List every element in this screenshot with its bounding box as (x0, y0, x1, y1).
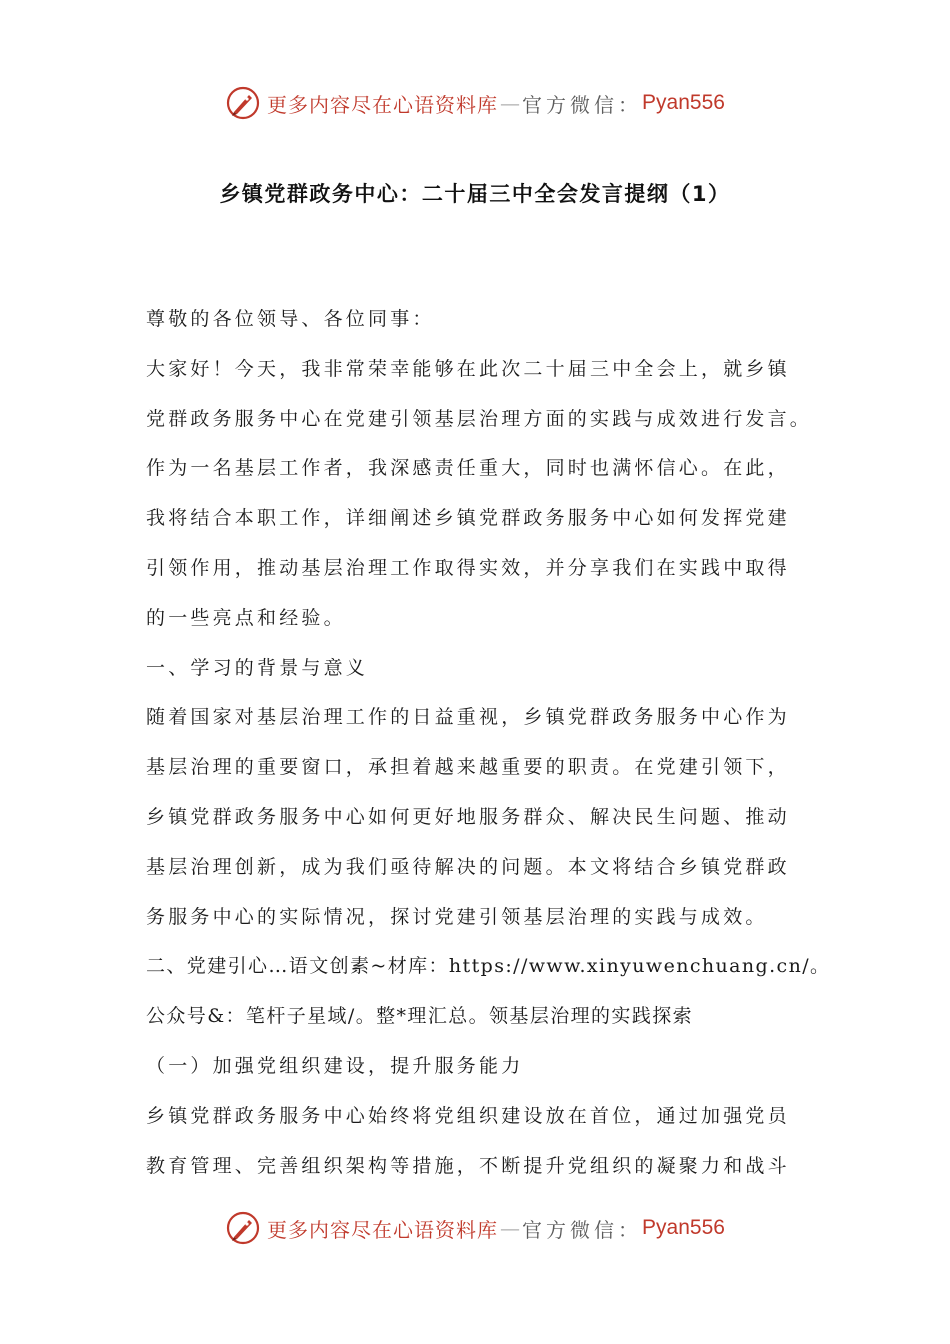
banner-main-text: 更多内容尽在心语资料库 (267, 92, 499, 117)
banner-separator: — (500, 91, 521, 115)
paragraph-line: 的一些亮点和经验。 (146, 606, 346, 629)
subsection-heading: （一）加强党组织建设，提升服务能力 (146, 1054, 524, 1077)
pen-nib-circle-icon (225, 1210, 261, 1246)
paragraph-line: 基层治理的重要窗口，承担着越来越重要的职责。在党建引领下， (146, 756, 790, 779)
header-banner (0, 82, 950, 124)
section-heading: 二、党建引心…语文创素~材库：https://www.xinyuwenchuang.cn/。 (146, 955, 831, 978)
paragraph-line: 作为一名基层工作者，我深感责任重大，同时也满怀信心。在此， (146, 457, 790, 480)
paragraph-line: 我将结合本职工作，详细阐述乡镇党群政务服务中心如何发挥党建 (146, 507, 790, 530)
banner-wechat-id: Pyan556 (642, 91, 725, 114)
paragraph-line: 大家好！今天，我非常荣幸能够在此次二十届三中全会上，就乡镇 (146, 357, 790, 380)
banner-separator: — (500, 1216, 521, 1240)
paragraph-line: 党群政务服务中心在党建引领基层治理方面的实践与成效进行发言。 (146, 407, 813, 430)
paragraph-line: 随着国家对基层治理工作的日益重视，乡镇党群政务服务中心作为 (146, 706, 790, 729)
banner-main-text: 更多内容尽在心语资料库 (267, 1217, 499, 1242)
paragraph-line: 基层治理创新，成为我们亟待解决的问题。本文将结合乡镇党群政 (146, 855, 790, 878)
paragraph-line: 乡镇党群政务服务中心始终将党组织建设放在首位，通过加强党员 (146, 1104, 790, 1127)
banner-label: 官方微信： (522, 92, 643, 117)
salutation-line: 尊敬的各位领导、各位同事： (146, 308, 435, 330)
paragraph-line: 务服务中心的实际情况，探讨党建引领基层治理的实践与成效。 (146, 905, 768, 928)
document-title: 乡镇党群政务中心：二十届三中全会发言提纲（1） (219, 182, 731, 206)
paragraph-line: 公众号&：笔杆子星域/。整*理汇总。领基层治理的实践探索 (146, 1005, 694, 1028)
banner-wechat-id: Pyan556 (642, 1216, 725, 1239)
footer-banner (0, 1207, 950, 1249)
document-body (146, 302, 836, 1198)
section-heading: 一、学习的背景与意义 (146, 656, 369, 679)
paragraph-line: 乡镇党群政务服务中心如何更好地服务群众、解决民生问题、推动 (146, 805, 790, 828)
pen-nib-circle-icon (225, 85, 261, 121)
paragraph-line: 教育管理、完善组织架构等措施，不断提升党组织的凝聚力和战斗 (146, 1154, 790, 1177)
paragraph-line: 引领作用，推动基层治理工作取得实效，并分享我们在实践中取得 (146, 556, 790, 579)
banner-label: 官方微信： (522, 1217, 643, 1242)
